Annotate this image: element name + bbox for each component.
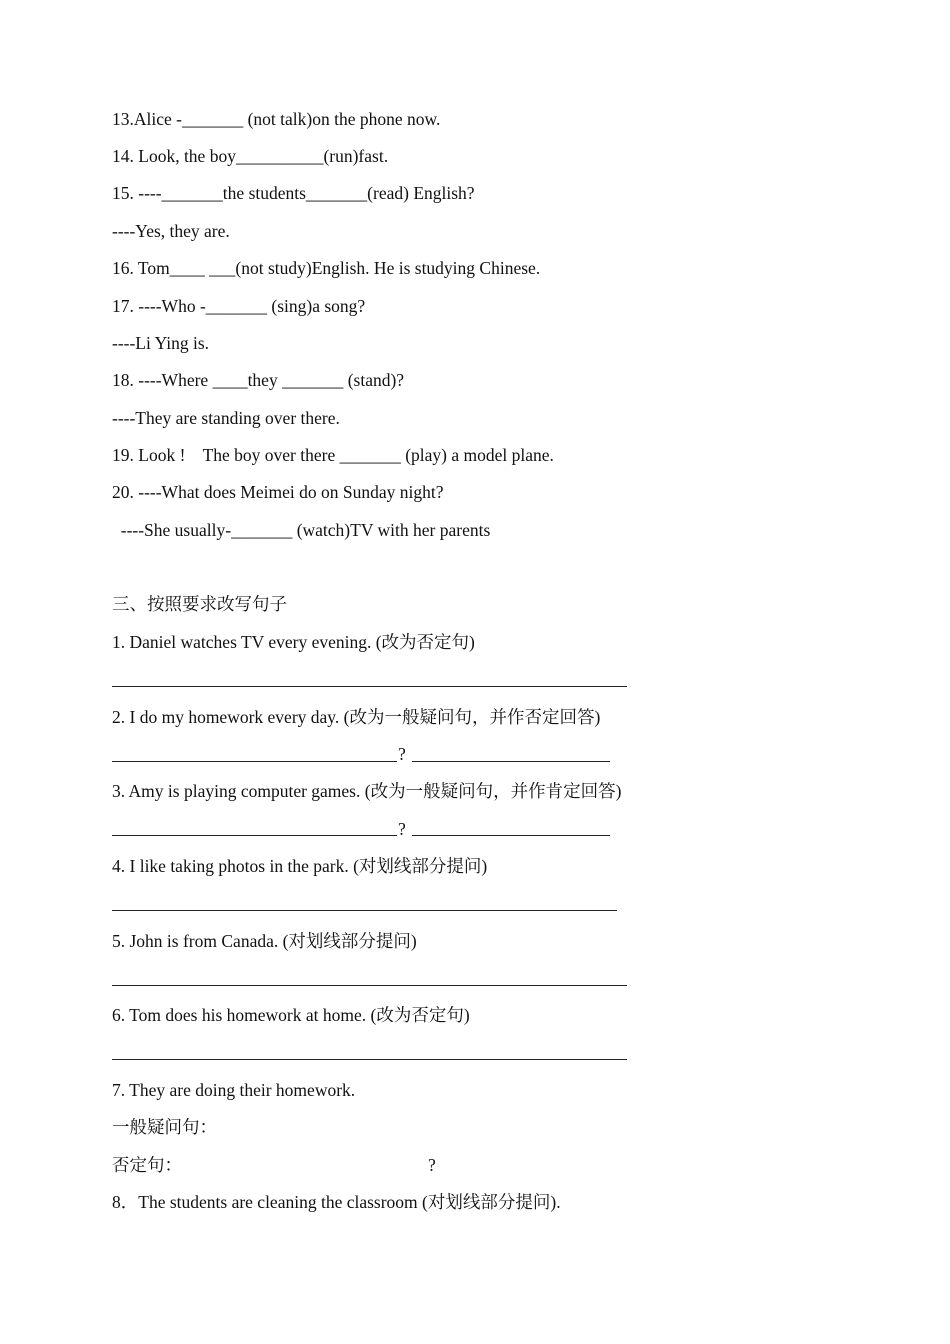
rewrite-question-1: 1. Daniel watches TV every evening. (改为否定句) [112,632,475,652]
rewrite-question-4: 4. I like taking photos in the park. (对划线部分提问) [112,856,488,876]
question-15: 15. ----_______the students_______(read) English? [112,183,475,203]
question-18: 18. ----Where ____they _______ (stand)? [112,370,405,390]
answer-line-3-reply[interactable] [412,835,610,836]
answer-line-1[interactable] [112,686,627,687]
rewrite-question-2: 2. I do my homework every day. (改为一般疑问句，并作否定回答) [112,707,601,727]
question-13: 13.Alice -_______ (not talk)on the phone now. [112,109,441,129]
question-20: 20. ----What does Meimei do on Sunday night? [112,482,444,502]
question-20-answer: ----She usually-_______ (watch)TV with her parents [112,520,491,540]
negative-sentence-label: 否定句： [112,1155,182,1175]
answer-line-2-question[interactable] [112,761,397,762]
question-18-answer: ----They are standing over there. [112,408,340,428]
answer-line-5[interactable] [112,985,627,986]
question-16: 16. Tom____ ___(not study)English. He is studying Chinese. [112,258,541,278]
rewrite-question-7: 7. They are doing their homework. [112,1080,356,1100]
question-mark-2: ? [398,744,406,764]
question-19: 19. Look ! The boy over there _______ (play) a model plane. [112,445,554,465]
section-3-heading: 三、按照要求改写句子 [112,594,287,614]
question-mark-7: ? [428,1155,436,1175]
question-14: 14. Look, the boy__________(run)fast. [112,146,389,166]
question-17-answer: ----Li Ying is. [112,333,210,353]
answer-line-6[interactable] [112,1059,627,1060]
answer-line-4[interactable] [112,910,617,911]
general-question-label: 一般疑问句： [112,1117,217,1137]
question-15-answer: ----Yes, they are. [112,221,230,241]
answer-line-2-reply[interactable] [412,761,610,762]
rewrite-question-6: 6. Tom does his homework at home. (改为否定句) [112,1005,470,1025]
question-17: 17. ----Who -_______ (sing)a song? [112,296,366,316]
rewrite-question-8: 8．The students are cleaning the classroom (对划线部分提问). [112,1192,561,1212]
rewrite-question-5: 5. John is from Canada. (对划线部分提问) [112,931,417,951]
question-mark-3: ? [398,819,406,839]
rewrite-question-3: 3. Amy is playing computer games. (改为一般疑问句，并作肯定回答) [112,781,622,801]
answer-line-3-question[interactable] [112,835,397,836]
